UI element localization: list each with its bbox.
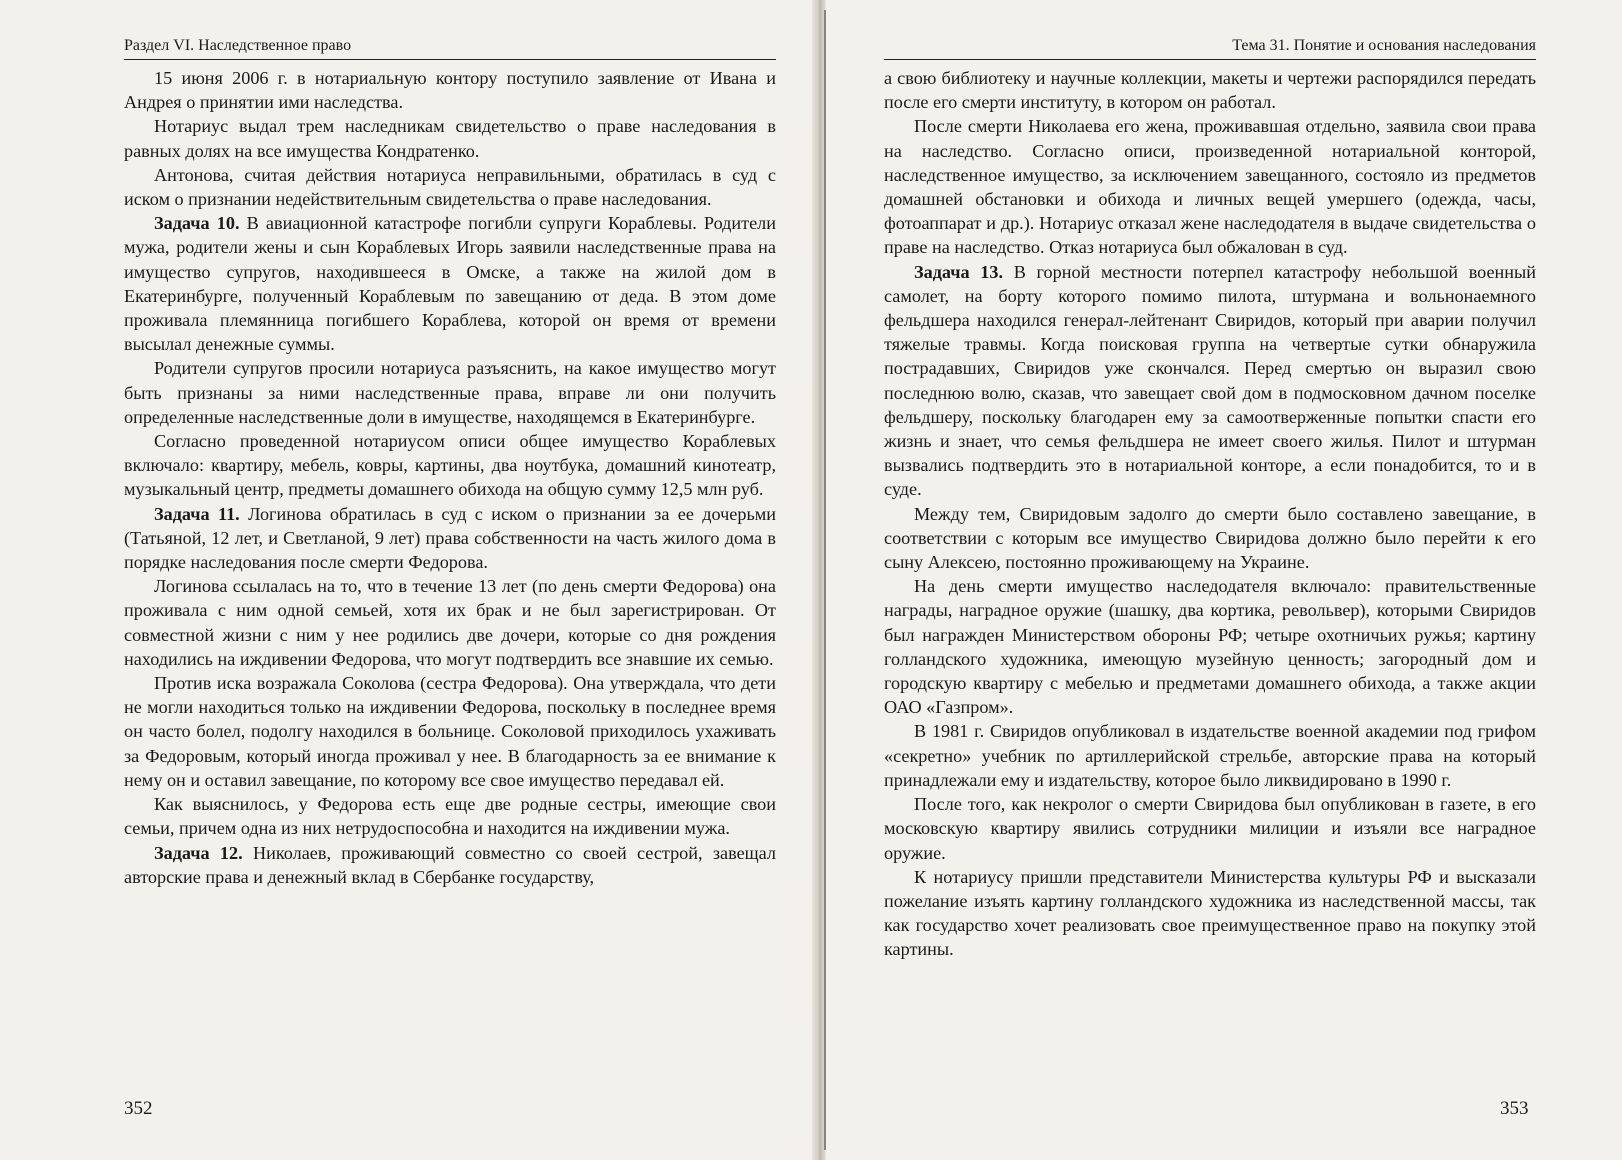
paragraph-text: На день смерти имущество наследодателя включало: правительственные награды, наградное оружие (шашку, два кортика, револьвер), которыми Свиридов был награжден Министерством обороны РФ; четыре охотничьих ружья; картину голландского художника, имеющую музейную ценность; загородный дом и городскую квартиру с мебелью и предметами домашнего обихода, а также акции ОАО «Газпром». [884, 576, 1536, 718]
paragraph-text: Родители супругов просили нотариуса разъяснить, на какое имущество могут быть признаны за ними наследственные права, вправе ли они получить определенные наследственные доли в имуществе, находящемся в Екатеринбурге. [124, 358, 776, 427]
right-page [884, 36, 1536, 962]
paragraph [884, 66, 1536, 114]
paragraph [124, 66, 776, 114]
task-heading: Задача 11. [154, 503, 240, 524]
paragraph-text: 15 июня 2006 г. в нотариальную контору поступило заявление от Ивана и Андрея о принятии ими наследства. [124, 68, 776, 113]
paragraph-text: Между тем, Свиридовым задолго до смерти было составлено завещание, в соответствии с которым все имущество Свиридова должно было перейти к его сыну Алексею, постоянно проживающему на Украине. [884, 503, 1536, 573]
paragraph [124, 671, 776, 792]
paragraph-text: а свою библиотеку и научные коллекции, макеты и чертежи распорядился передать после его смерти институту, в котором он работал. [884, 68, 1536, 113]
paragraph-text: К нотариусу пришли представители Министерства культуры РФ и высказали пожелание изъять картину голландского художника из наследственной массы, так как государство хочет реализовать свое преимущественное право на покупку этой картины. [884, 866, 1536, 960]
paragraph [884, 792, 1536, 865]
paragraph [124, 429, 776, 502]
paragraph [884, 574, 1536, 719]
running-head: Раздел VI. Наследственное право [124, 36, 776, 60]
running-head: Тема 31. Понятие и основания наследования [884, 36, 1536, 60]
task-heading: Задача 10. [154, 213, 240, 234]
paragraph-text: Согласно проведенной нотариусом описи общее имущество Кораблевых включало: квартиру, мебель, ковры, картины, два ноутбука, домашний кинотеатр, музыкальный центр, предметы домашнего обихода на общую сумму 12,5 млн руб. [124, 431, 776, 500]
gutter-fold-line [824, 10, 826, 1150]
paragraph [124, 574, 776, 671]
paragraph [124, 114, 776, 162]
task-heading: Задача 13. [914, 261, 1004, 282]
paragraph-text: Против иска возражала Соколова (сестра Федорова). Она утверждала, что дети не могли находиться только на иждивении Федорова, поскольку в последнее время он часто болел, подолгу находился в больнице. Соколовой приходилось ухаживать за Федоровым, который иногда проживал у нее. В благодарность за ее внимание к нему он и оставил завещание, по которому все свое имущество передавал ей. [124, 673, 776, 790]
task-paragraph [124, 502, 776, 575]
left-page [124, 36, 776, 889]
paragraph [884, 865, 1536, 962]
task-paragraph [124, 211, 776, 356]
paragraph-text: В 1981 г. Свиридов опубликовал в издательстве военной академии под грифом «секретно» учебник по артиллерийской стрельбе, авторские права на который принадлежали ему и издательству, которое было ликвидировано в 1990 г. [884, 721, 1536, 790]
page-body [884, 66, 1536, 962]
paragraph [124, 356, 776, 429]
task-heading: Задача 12. [154, 842, 243, 863]
task-paragraph [124, 841, 776, 889]
paragraph-text: Нотариус выдал трем наследникам свидетельство о праве наследования в равных долях на все имущества Кондратенко. [124, 116, 776, 161]
paragraph-text: В горной местности потерпел катастрофу небольшой военный самолет, на борту которого помимо пилота, штурмана и вольнонаемного фельдшера находился генерал-лейтенант Свиридов, который при аварии получил тяжелые травмы. Когда поисковая группа на четвертые сутки обнаружила пострадавших, Свиридов уже скончался. Перед смертью он выразил свою последнюю волю, сказав, что завещает свой дом в подмосковном дачном поселке фельдшеру, поскольку благодарен ему за самоотверженные попытки спасти его жизнь и знает, что семья фельдшера не имеет своего жилья. Пилот и штурман вызвались подтвердить это в нотариальной конторе, а если понадобится, то и в суде. [884, 261, 1536, 500]
paragraph [884, 719, 1536, 792]
paragraph-text: В авиационной катастрофе погибли супруги Кораблевы. Родители мужа, родители жены и сын Кораблевых Игорь заявили наследственные права на имущество супругов, находившееся в Омске, а также на жилой дом в Екатеринбурге, полученный Кораблевым по завещанию от деда. В этом доме проживала племянница погибшего Кораблева, которой он время от времени высылал денежные суммы. [124, 213, 776, 355]
paragraph [124, 163, 776, 211]
page-body [124, 66, 776, 889]
paragraph [884, 114, 1536, 259]
paragraph-text: Николаев, проживающий совместно со своей сестрой, завещал авторские права и денежный вклад в Сбербанке государству, [124, 842, 776, 887]
page-number: 352 [124, 1098, 153, 1119]
paragraph-text: Логинова обратилась в суд с иском о признании за ее дочерьми (Татьяной, 12 лет, и Светланой, 9 лет) права собственности на часть жилого дома в порядке наследования после смерти Федорова. [124, 503, 777, 573]
paragraph [124, 792, 776, 840]
paragraph-text: После смерти Николаева его жена, проживавшая отдельно, заявила свои права на наследство. Согласно описи, произведенной нотариальной конторой, наследственное имущество, за исключением завещанного, состояло из предметов домашней обстановки и обихода и личных вещей умершего (одежда, часы, фотоаппарат и др.). Нотариус отказал жене наследодателя в выдаче свидетельства о праве на наследство. Отказ нотариуса был обжалован в суд. [884, 116, 1536, 258]
paragraph-text: Как выяснилось, у Федорова есть еще две родные сестры, имеющие свои семьи, причем одна из них нетрудоспособна и находится на иждивении мужа. [124, 794, 776, 839]
task-paragraph [884, 260, 1536, 502]
paragraph-text: Антонова, считая действия нотариуса неправильными, обратилась в суд с иском о признании недействительным свидетельства о праве наследования. [124, 164, 776, 210]
paragraph-text: Логинова ссылалась на то, что в течение 13 лет (по день смерти Федорова) она проживала с ним одной семьей, хотя их брак и не был зарегистрирован. От совместной жизни с ним у нее родились две дочери, которые со дня рождения находились на иждивении Федорова, что могут подтвердить все знавшие их семью. [124, 576, 776, 669]
paragraph-text: После того, как некролог о смерти Свиридова был опубликован в газете, в его московскую квартиру явились сотрудники милиции и изъяли все наградное оружие. [884, 794, 1536, 863]
paragraph [884, 502, 1536, 575]
page-number: 353 [1500, 1098, 1529, 1119]
